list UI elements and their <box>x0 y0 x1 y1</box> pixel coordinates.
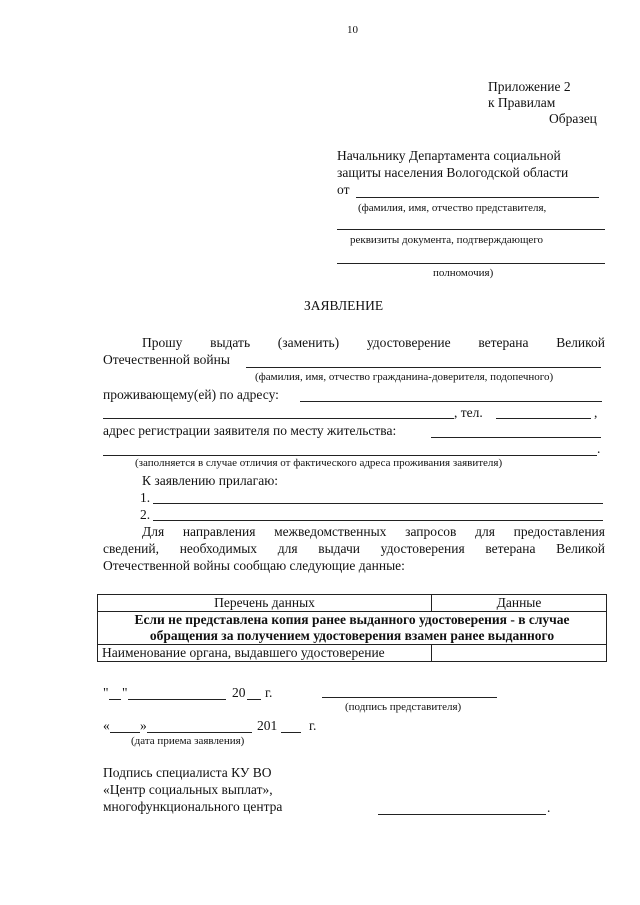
date2-hint: (дата приема заявления) <box>131 735 245 747</box>
data-table <box>97 594 607 662</box>
table-header-row <box>98 595 607 612</box>
authority-input-line[interactable] <box>337 263 605 264</box>
table-header-data: Данные <box>432 595 607 612</box>
tel-comma: , <box>594 405 598 420</box>
date1-month-line[interactable] <box>128 699 226 700</box>
from-input-line[interactable] <box>356 197 599 198</box>
date2-day-line[interactable] <box>110 732 140 733</box>
date2-quote-close: » <box>140 718 147 733</box>
registration-hint: (заполняется в случае отличия от фактического адреса проживания заявителя) <box>135 457 503 469</box>
address-label: проживающему(ей) по адресу: <box>103 387 279 402</box>
date1-day-line[interactable] <box>109 699 121 700</box>
table-row-value[interactable] <box>432 645 607 662</box>
requisites-input-line[interactable] <box>337 229 605 230</box>
representative-signature-line[interactable] <box>322 697 497 698</box>
table-row-label: Наименование органа, выдавшего удостоверение <box>98 645 432 662</box>
addressee-hint2: реквизиты документа, подтверждающего <box>350 234 544 246</box>
registration-line1[interactable] <box>431 437 601 438</box>
attachment-line-1[interactable] <box>153 503 603 504</box>
date1-quote-open: " <box>103 685 109 700</box>
addressee-line2: защиты населения Вологодской области <box>337 165 569 180</box>
specialist-line1: Подпись специалиста КУ ВО <box>103 765 272 780</box>
attachment-number-2: 2. <box>140 507 151 522</box>
attachment-line-2[interactable] <box>153 520 603 521</box>
specialist-line2: «Центр социальных выплат», <box>103 782 273 797</box>
appendix-line1: Приложение 2 <box>488 79 571 94</box>
table-row <box>98 645 607 662</box>
table-section-heading: Если не представлена копия ранее выданного удостоверения - в случае обращения за получением удостоверения взамен ранее выданного <box>98 612 607 645</box>
signature-hint: (подпись представителя) <box>345 701 462 713</box>
date2-quote-open: « <box>103 718 110 733</box>
addressee-hint3: полномочия) <box>433 267 494 279</box>
date2-year-line[interactable] <box>281 732 301 733</box>
registration-line2[interactable] <box>103 455 597 456</box>
specialist-signature-line[interactable] <box>378 814 546 815</box>
address-line2[interactable] <box>103 418 454 419</box>
date1-quote-close: " <box>122 685 128 700</box>
appendix-sample: Образец <box>549 111 597 126</box>
date1-year-prefix: 20 <box>232 685 246 700</box>
date2-year-prefix: 201 <box>257 718 278 733</box>
interagency-line2: сведений, необходимых для выдачи удостоверения ветерана Великой <box>103 541 605 556</box>
request-line2: Отечественной войны <box>103 352 230 367</box>
page-number: 10 <box>347 24 358 36</box>
addressee-from-label: от <box>337 182 350 197</box>
document-title: ЗАЯВЛЕНИЕ <box>304 298 384 313</box>
table-header-list: Перечень данных <box>98 595 432 612</box>
date1-year-suffix: г. <box>265 685 273 700</box>
registration-label: адрес регистрации заявителя по месту жительства: <box>103 423 397 438</box>
tel-label: , тел. <box>454 405 483 420</box>
date2-month-line[interactable] <box>147 732 252 733</box>
appendix-line2: к Правилам <box>488 95 556 110</box>
interagency-line3: Отечественной войны сообщаю следующие данные: <box>103 558 405 573</box>
attachment-number-1: 1. <box>140 490 151 505</box>
interagency-line1: Для направления межведомственных запросов для предоставления <box>142 524 605 539</box>
addressee-hint1: (фамилия, имя, отчество представителя, <box>358 202 547 214</box>
addressee-line1: Начальнику Департамента социальной <box>337 148 561 163</box>
request-line1: Прошу выдать (заменить) удостоверение ветерана Великой <box>142 335 605 350</box>
address-line1[interactable] <box>300 401 602 402</box>
date2-year-suffix: г. <box>309 718 317 733</box>
principal-name-hint: (фамилия, имя, отчество гражданина-доверителя, подопечного) <box>255 371 554 383</box>
principal-name-line[interactable] <box>246 367 601 368</box>
table-section-row <box>98 612 607 645</box>
specialist-period: . <box>547 800 551 815</box>
tel-input-line[interactable] <box>496 418 591 419</box>
specialist-line3: многофункционального центра <box>103 799 283 814</box>
attachments-label: К заявлению прилагаю: <box>142 473 279 488</box>
registration-period: . <box>597 441 601 456</box>
date1-year-line[interactable] <box>247 699 261 700</box>
